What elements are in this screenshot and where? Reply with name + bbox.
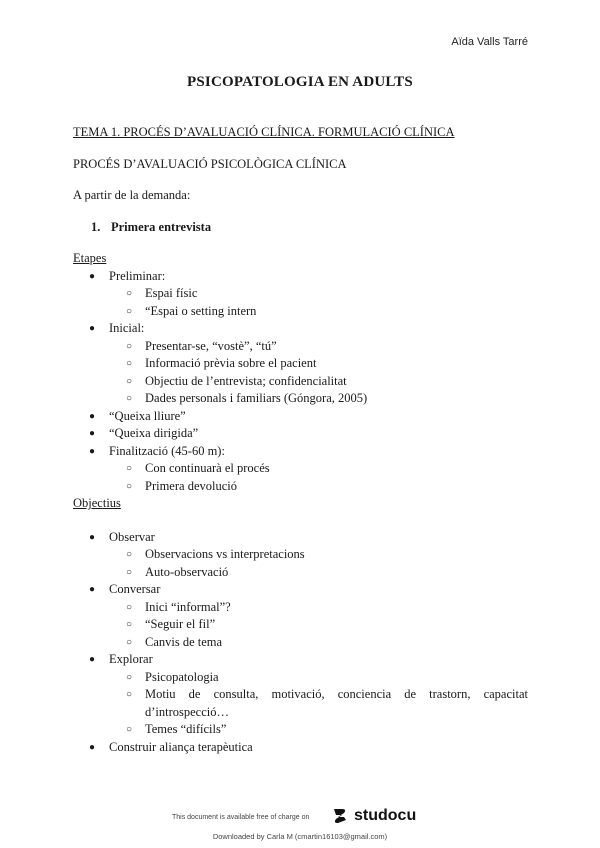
bullet-hollow-icon: ○: [126, 566, 133, 578]
etapa-item-label: Finalització (45-60 m):: [109, 443, 225, 458]
bullet-hollow-icon: ○: [126, 601, 133, 613]
bullet-filled-icon: ●: [89, 323, 96, 334]
bullet-hollow-icon: ○: [126, 549, 133, 560]
objectiu-subitem: [73, 686, 528, 721]
etapa-subitem-label: “Espai o setting intern: [145, 303, 257, 318]
objectiu-item: [73, 651, 528, 739]
objectiu-subitem-label: “Seguir el fil”: [145, 617, 216, 631]
objectiu-item: [73, 529, 528, 582]
bullet-hollow-icon: ○: [126, 636, 133, 648]
bullet-filled-icon: ●: [89, 270, 96, 282]
etapa-item: [73, 320, 528, 408]
studocu-wordmark: studocu: [354, 807, 417, 824]
objectiu-subitem: [73, 669, 528, 687]
objectiu-subitem: [73, 616, 528, 634]
section-number: 1.: [91, 219, 101, 234]
etapa-item: [73, 425, 528, 443]
etapa-sublist: [109, 460, 528, 495]
bullet-filled-icon: ●: [89, 410, 96, 422]
bullet-hollow-icon: ○: [126, 619, 133, 630]
bullet-hollow-icon: ○: [126, 480, 133, 492]
bullet-hollow-icon: ○: [126, 358, 133, 369]
objectiu-item-label: Explorar: [109, 652, 153, 666]
objectiu-subitem-label: Psicopatologia: [145, 669, 219, 684]
etapa-subitem: [73, 478, 528, 496]
etapa-item-label: “Queixa dirigida”: [109, 426, 199, 440]
bullet-hollow-icon: ○: [126, 724, 133, 735]
bullet-hollow-icon: ○: [126, 689, 133, 700]
section-label: Primera entrevista: [111, 219, 212, 234]
objectiu-item-label: Construir aliança terapèutica: [109, 739, 253, 754]
bullet-hollow-icon: ○: [126, 340, 133, 352]
footer-download-info: Downloaded by Carla M (cmartin16103@gmail.com): [212, 832, 388, 841]
objectiu-item-label: Observar: [109, 529, 155, 544]
objectiu-subitem: [73, 546, 528, 564]
document-body: [73, 124, 528, 756]
objectiu-subitem: [73, 599, 528, 617]
bullet-filled-icon: ●: [89, 741, 96, 753]
bullet-filled-icon: ●: [89, 428, 96, 439]
section-subtitle: PROCÉS D’AVALUACIÓ PSICOLÒGICA CLÍNICA: [73, 156, 347, 171]
etapa-subitem-label: Con continuarà el procés: [145, 461, 270, 475]
etapa-item-label: “Queixa lliure”: [109, 408, 186, 423]
etapa-item: [73, 268, 528, 321]
etapa-subitem: [73, 338, 528, 356]
etapa-item: [73, 408, 528, 426]
section-heading: [73, 219, 528, 237]
tema-heading: TEMA 1. PROCÉS D’AVALUACIÓ CLÍNICA. FORMULACIÓ CLÍNICA: [73, 125, 455, 139]
objectiu-subitem-label: Auto-observació: [145, 564, 229, 579]
etapa-subitem: [73, 460, 528, 478]
objectiu-subitem: [73, 721, 528, 739]
etapa-subitem-label: Objectiu de l’entrevista; confidencialitat: [145, 373, 347, 388]
studocu-logo-icon: [330, 806, 350, 826]
objectiu-subitem-label: Temes “difícils”: [145, 722, 227, 736]
studocu-link[interactable]: [330, 806, 416, 826]
etapa-item: [73, 443, 528, 496]
objectiu-subitem-label: Motiu de consulta, motivació, conciencia de trastorn, capacitat d’introspecció…: [145, 687, 528, 719]
objectius-heading: Objectius: [73, 496, 121, 510]
etapa-item-label: Inicial:: [109, 321, 145, 335]
objectiu-subitem: [73, 634, 528, 652]
etapa-sublist: [109, 285, 528, 320]
etapa-sublist: [109, 338, 528, 408]
bullet-filled-icon: ●: [89, 654, 96, 665]
etapes-list: [73, 268, 528, 496]
objectiu-subitem: [73, 564, 528, 582]
etapa-subitem-label: Dades personals i familiars (Góngora, 2005): [145, 391, 368, 405]
etapa-subitem: [73, 303, 528, 321]
etapa-subitem: [73, 355, 528, 373]
bullet-hollow-icon: ○: [126, 671, 133, 683]
footer-availability-text: This document is available free of charge on: [172, 814, 310, 821]
etapa-subitem: [73, 285, 528, 303]
bullet-filled-icon: ●: [89, 584, 96, 595]
etapa-subitem-label: Primera devolució: [145, 478, 237, 493]
etapa-subitem: [73, 390, 528, 408]
author-name: Aïda Valls Tarré: [451, 36, 528, 48]
objectiu-subitem-label: Observacions vs interpretacions: [145, 547, 305, 561]
etapa-subitem-label: Informació prèvia sobre el pacient: [145, 356, 317, 370]
objectiu-item: [73, 581, 528, 651]
objectiu-sublist: [109, 546, 528, 581]
bullet-hollow-icon: ○: [126, 375, 133, 387]
objectius-list: [73, 529, 528, 757]
etapa-subitem-label: Presentar-se, “vostè”, “tú”: [145, 338, 277, 353]
objectiu-item: [73, 739, 528, 757]
objectiu-subitem-label: Canvis de tema: [145, 634, 223, 649]
etapes-heading: Etapes: [73, 251, 107, 265]
bullet-filled-icon: ●: [89, 445, 96, 457]
objectiu-item-label: Conversar: [109, 582, 161, 596]
objectiu-sublist: [109, 669, 528, 739]
bullet-hollow-icon: ○: [126, 288, 133, 299]
etapa-subitem-label: Espai físic: [145, 286, 198, 300]
objectiu-subitem-label: Inici “informal”?: [145, 599, 231, 614]
bullet-hollow-icon: ○: [126, 305, 133, 317]
bullet-hollow-icon: ○: [126, 393, 133, 404]
etapa-subitem: [73, 373, 528, 391]
etapa-item-label: Preliminar:: [109, 268, 166, 283]
objectiu-sublist: [109, 599, 528, 652]
bullet-hollow-icon: ○: [126, 463, 133, 474]
intro-text: A partir de la demanda:: [73, 188, 191, 202]
bullet-filled-icon: ●: [89, 531, 96, 543]
document-title: PSICOPATOLOGIA EN ADULTS: [187, 74, 413, 90]
